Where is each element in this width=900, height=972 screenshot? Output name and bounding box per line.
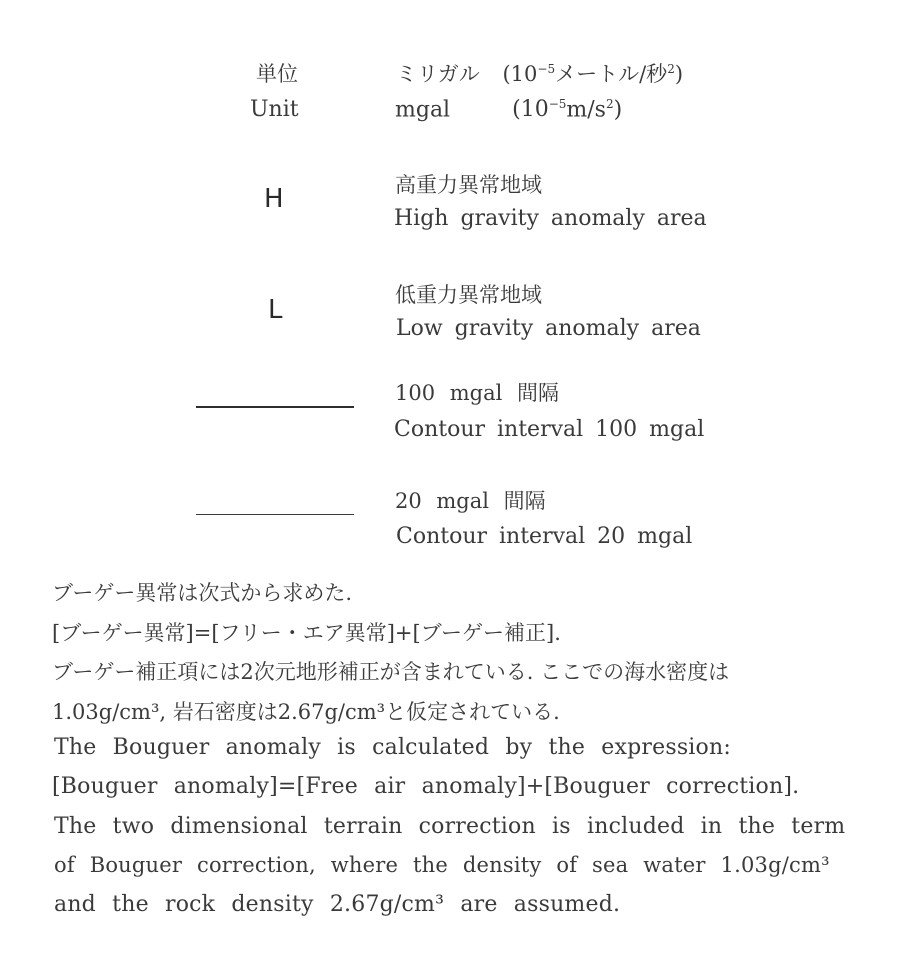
legend-low-symbol: L [268,295,283,325]
legend-low-en: Low gravity anomaly area [396,316,701,341]
unit-value-en [395,97,622,122]
note-jp-line-3: ブーゲー補正項には2次元地形補正が含まれている. ここでの海水密度は [52,660,730,684]
unit-label-jp: 単位 [256,62,298,86]
note-jp-line-2: [ブーゲー異常]=[フリー・エア異常]+[ブーゲー補正]. [52,621,561,645]
legend-high-symbol: H [264,184,284,214]
unit-value-en-exponent: −5 [548,97,567,111]
unit-value-jp-exponent: −5 [537,62,556,76]
unit-label-en: Unit [250,97,299,122]
unit-value-en-rest: m/s [566,97,606,123]
unit-value-en-paren-close: ) [613,97,623,123]
note-jp-line-4: 1.03g/cm³, 岩石密度は2.67g/cm³と仮定されている. [52,700,560,724]
unit-value-en-name: mgal [395,97,451,123]
unit-value-en-square: 2 [605,97,614,111]
legend-high-en: High gravity anomaly area [394,206,707,231]
note-jp-line-1: ブーゲー異常は次式から求めた. [52,581,353,605]
legend-20-en: Contour interval 20 mgal [396,524,693,549]
contour-100-line [196,406,354,408]
unit-value-jp [396,58,683,88]
legend-high-jp: 高重力異常地域 [395,173,542,197]
contour-20-line [196,514,354,515]
unit-value-jp-rest: メートル/秒 [555,62,668,86]
legend-100-jp: 100 mgal 間隔 [395,381,560,405]
unit-value-en-paren-open: (10 [512,97,549,123]
note-en-line-1: The Bouguer anomaly is calculated by the expression: [54,735,731,760]
legend-100-en: Contour interval 100 mgal [394,417,705,442]
legend-20-jp: 20 mgal 間隔 [395,489,546,513]
note-en-line-2: [Bouguer anomaly]=[Free air anomaly]+[Bouguer correction]. [52,774,800,799]
legend-low-jp: 低重力異常地域 [395,283,542,307]
unit-value-jp-paren-open: (10 [502,62,538,86]
note-en-line-5: and the rock density 2.67g/cm³ are assumed. [54,892,621,917]
note-en-line-3: The two dimensional terrain correction is included in the term [54,814,846,839]
note-en-line-4: of Bouguer correction, where the density of sea water 1.03g/cm³ [54,853,830,877]
unit-value-jp-name: ミリガル [396,62,480,86]
unit-value-jp-square: 2 [667,62,675,76]
unit-value-jp-paren-close: ) [674,62,684,86]
